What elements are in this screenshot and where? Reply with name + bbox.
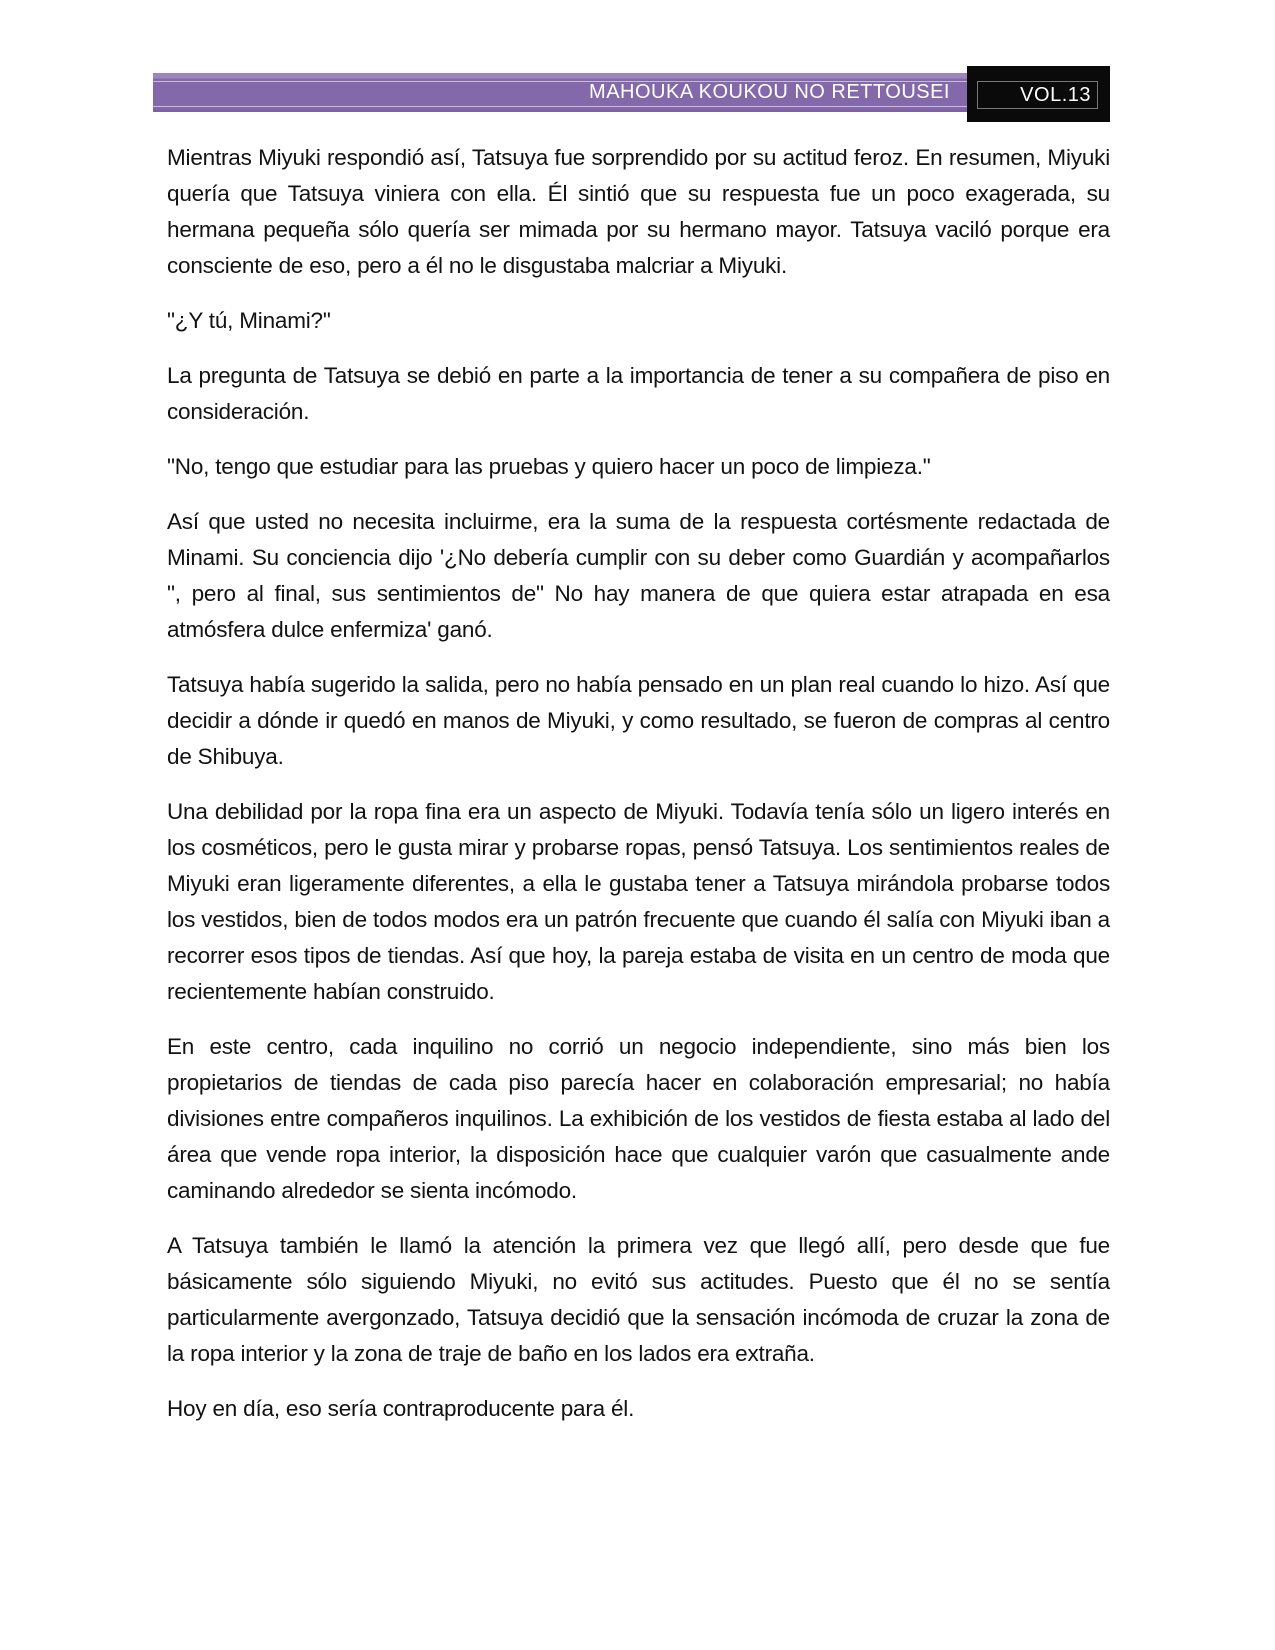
paragraph: A Tatsuya también le llamó la atención la primera vez que llegó allí, pero desde que fue básicamente sólo siguiendo Miyuki, no evitó sus actitudes. Puesto que él no se sentía particularmente avergonzado, Tatsuya decidió que la sensación incómoda de cruzar la zona de la ropa interior y la zona de traje de baño en los lados era extraña. (167, 1233, 1110, 1366)
paragraph: "No, tengo que estudiar para las pruebas y quiero hacer un poco de limpieza." (167, 454, 931, 479)
body-text (167, 140, 1110, 1446)
volume-label: VOL.13 (977, 81, 1098, 109)
paragraph: Una debilidad por la ropa fina era un aspecto de Miyuki. Todavía tenía sólo un ligero interés en los cosméticos, pero le gusta mirar y probarse ropas, pensó Tatsuya. Los sentimientos reales de Miyuki eran ligeramente diferentes, a ella le gustaba tener a Tatsuya mirándola probarse todos los vestidos, bien de todos modos era un patrón frecuente que cuando él salía con Miyuki iban a recorrer esos tipos de tiendas. Así que hoy, la pareja estaba de visita en un centro de moda que recientemente habían construido. (167, 799, 1110, 1004)
paragraph: En este centro, cada inquilino no corrió un negocio independiente, sino más bien los propietarios de tiendas de cada piso parecía hacer en colaboración empresarial; no había divisiones entre compañeros inquilinos. La exhibición de los vestidos de fiesta estaba al lado del área que vende ropa interior, la disposición hace que cualquier varón que casualmente ande caminando alrededor se sienta incómodo. (167, 1034, 1110, 1203)
paragraph: Mientras Miyuki respondió así, Tatsuya fue sorprendido por su actitud feroz. En resumen, Miyuki quería que Tatsuya viniera con ella. Él sintió que su respuesta fue un poco exagerada, su hermana pequeña sólo quería ser mimada por su hermano mayor. Tatsuya vaciló porque era consciente de eso, pero a él no le disgustaba malcriar a Miyuki. (167, 145, 1110, 278)
paragraph: La pregunta de Tatsuya se debió en parte a la importancia de tener a su compañera de piso en consideración. (167, 363, 1110, 424)
paragraph: "¿Y tú, Minami?" (167, 308, 331, 333)
volume-box (967, 66, 1110, 122)
header-bar (153, 73, 1110, 112)
paragraph: Así que usted no necesita incluirme, era la suma de la respuesta cortésmente redactada de Minami. Su conciencia dijo '¿No debería cumplir con su deber como Guardián y acompañarlos ", pero al final, sus sentimientos de" No hay manera de que quiera estar atrapada en esa atmósfera dulce enfermiza' ganó. (167, 509, 1110, 642)
paragraph: Hoy en día, eso sería contraproducente para él. (167, 1396, 635, 1421)
header-title: MAHOUKA KOUKOU NO RETTOUSEI (589, 81, 950, 103)
paragraph: Tatsuya había sugerido la salida, pero no había pensado en un plan real cuando lo hizo. Así que decidir a dónde ir quedó en manos de Miyuki, y como resultado, se fueron de compras al centro de Shibuya. (167, 672, 1110, 769)
